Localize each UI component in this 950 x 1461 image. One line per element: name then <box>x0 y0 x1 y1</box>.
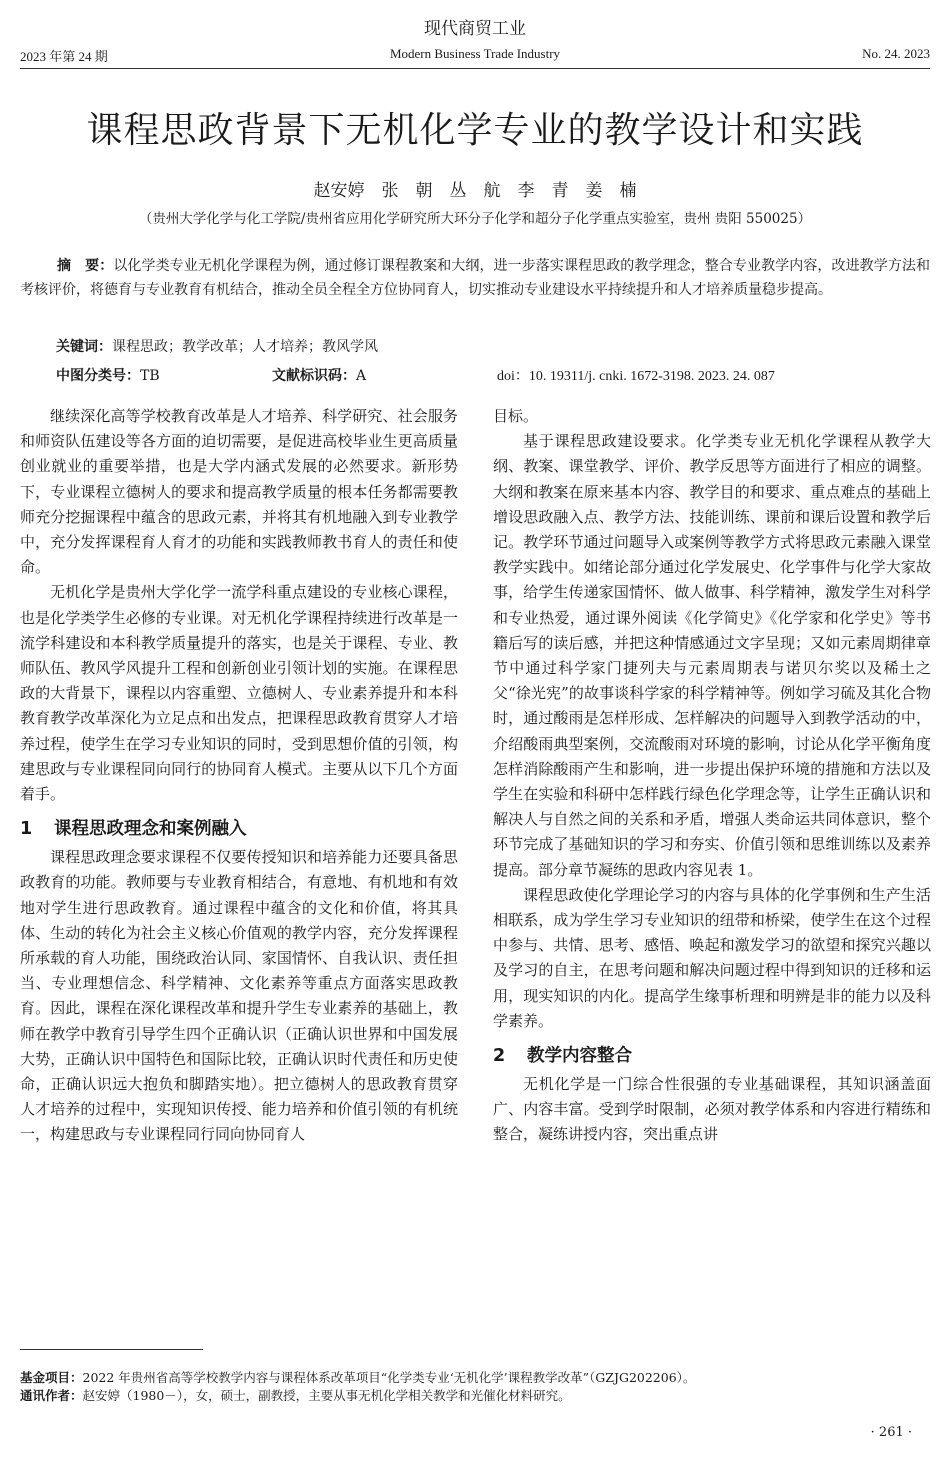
header-rule <box>20 68 930 69</box>
article-authors: 赵安婷 张 朝 丛 航 李 青 姜 楠 <box>313 181 637 201</box>
footnote-fund <box>20 1368 930 1386</box>
keywords-label: 关键词： <box>56 339 112 355</box>
fund-label: 基金项目： <box>20 1370 83 1385</box>
section-heading-1 <box>20 813 458 845</box>
abstract-text: 以化学类专业无机化学课程为例，通过修订课程教案和大纲，进一步落实课程思政的教学理念，整合专业教学内容，改进教学方法和考核评价，将德育与专业教育有机结合，推动全员全程全方位协同育人，切实推动专业建设水平持续提升和人才培养质量稳步提高。 <box>20 258 930 298</box>
author-label: 通讯作者： <box>20 1388 83 1403</box>
issue-en: No. 24. 2023 <box>862 46 930 61</box>
journal-title-cn: 现代商贸工业 <box>424 19 526 39</box>
section-number: 2 <box>493 1046 506 1067</box>
section-heading-2 <box>493 1040 931 1072</box>
journal-title-en: Modern Business Trade Industry <box>389 46 561 61</box>
article-affiliation: （贵州大学化学与化工学院/贵州省应用化学研究所大环分子化学和超分子化学重点实验室，贵州 贵阳 550025） <box>138 211 812 227</box>
page-number: · 261 · <box>870 1425 912 1440</box>
left-column <box>20 404 458 1148</box>
article-title: 课程思政背景下无机化学专业的教学设计和实践 <box>86 110 864 151</box>
keywords-text: 课程思政；教学改革；人才培养；教风学风 <box>112 339 378 355</box>
clc-number <box>56 365 160 385</box>
section-title: 教学内容整合 <box>527 1046 632 1067</box>
footnote-rule <box>20 1349 203 1350</box>
section-title: 课程思政理念和案例融入 <box>54 819 247 840</box>
abstract-label: 摘 要： <box>57 258 114 274</box>
abstract <box>20 254 930 302</box>
body-paragraph: 无机化学是一门综合性很强的专业基础课程，其知识涵盖面广、内容丰富。受到学时限制，必须对教学体系和内容进行精练和整合，凝练讲授内容，突出重点讲 <box>493 1075 931 1144</box>
author-text: 赵安婷（1980－），女，硕士，副教授，主要从事无机化学相关教学和光催化材料研究。 <box>82 1388 571 1403</box>
footnote-author <box>20 1386 930 1404</box>
body-paragraph: 继续深化高等学校教育改革是人才培养、科学研究、社会服务和师资队伍建设等各方面的迫切需要，是促进高校毕业生更高质量创业就业的重要举措，也是大学内涵式发展的必然要求。新形势下，专业课程立德树人的要求和提高教学质量的根本任务都需要教师充分挖掘课程中蕴含的思政元素，并将其有机地融入到专业教学中，充分发挥课程育人育才的功能和实践教师教书育人的责任和使命。 <box>20 407 458 577</box>
body-paragraph: 目标。 <box>493 407 539 425</box>
fund-text: 2022 年贵州省高等学校教学内容与课程体系改革项目“化学类专业‘无机化学’课程教学改革”（GZJG202206）。 <box>82 1370 696 1385</box>
body-paragraph: 课程思政使化学理论学习的内容与具体的化学事例和生产生活相联系，成为学生学习专业知识的纽带和桥梁，使学生在这个过程中参与、共情、思考、感悟、唤起和激发学习的欲望和探究兴趣以及学习的自主，在思考问题和解决问题过程中得到知识的迁移和运用，现实知识的内化。提高学生缘事析理和明辨是非的能力以及科学素养。 <box>493 885 931 1030</box>
body-paragraph: 无机化学是贵州大学化学一流学科重点建设的专业核心课程，也是化学类学生必修的专业课。对无机化学课程持续进行改革是一流学科建设和本科教学质量提升的落实，也是关于课程、专业、教师队伍、教风学风提升工程和创新创业引领计划的实施。在课程思政的大背景下，课程以内容重塑、立德树人、专业素养提升和本科教育教学改革深化为立足点和出发点，把课程思政教育贯穿人才培养过程，使学生在学习专业知识的同时，受到思想价值的引领，构建思政与专业课程同向同行的协同育人模式。主要从以下几个方面着手。 <box>20 583 458 804</box>
issue-cn: 2023 年第 24 期 <box>20 49 108 64</box>
body-paragraph: 基于课程思政建设要求。化学类专业无机化学课程从教学大纲、教案、课堂教学、评价、教学反思等方面进行了相应的调整。大纲和教案在原来基本内容、教学目的和要求、重点难点的基础上增设思政融入点、教学方法、技能训练、课前和课后设置和教学后记。教学环节通过问题导入或案例等教学方式将思政元素融入课堂教学实践中。如绪论部分通过化学发展史、化学事件与化学大家故事，给学生传递家国情怀、做人做事、科学精神，激发学生对科学和专业热爱，通过课外阅读《化学简史》《化学家和化学史》等书籍后写的读后感，并把这种情感通过文字呈现；又如元素周期律章节中通过科学家门捷列夫与元素周期表与诺贝尔奖以及稀土之父“徐光宪”的故事谈科学家的科学精神等。例如学习硫及其化合物时，通过酸雨是怎样形成、怎样解决的问题导入到教学活动的中，介绍酸雨典型案例，交流酸雨对环境的影响，讨论从化学平衡角度怎样消除酸雨产生和影响，进一步提出保护环境的措施和方法以及学生在实验和科研中怎样践行绿色化学理念等，让学生正确认识和解决人与自然之间的关系和矛盾，增强人类命运共同体意识，整个环节完成了基础知识的学习和夯实、价值引领和思维训练以及素养提高。部分章节凝练的思政内容见表 1。 <box>493 432 931 879</box>
clc-value: TB <box>140 368 160 384</box>
doc-label: 文献标识码： <box>272 368 356 384</box>
keywords <box>56 336 378 356</box>
right-column <box>493 404 931 1148</box>
section-number: 1 <box>20 819 33 840</box>
body-paragraph: 课程思政理念要求课程不仅要传授知识和培养能力还要具备思政教育的功能。教师要与专业教育相结合，有意地、有机地和有效地对学生进行思政教育。通过课程中蕴含的文化和价值，将其具体、生动的转化为社会主义核心价值观的教学内容，充分发挥课程所承载的育人功能，围绕政治认同、家国情怀、自我认识、责任担当、专业理想信念、科学精神、文化素养等重点方面落实思政教育。因此，课程在深化课程改革和提升学生专业素养的基础上，教师在教学中教育引导学生四个正确认识（正确认识世界和中国发展大势，正确认识中国特色和国际比较，正确认识时代责任和历史使命，正确认识远大抱负和脚踏实地）。把立德树人的思政教育贯穿人才培养的过程中，实现知识传授、能力培养和价值引领的有机统一，构建思政与专业课程同行同向协同育人 <box>20 848 458 1144</box>
clc-label: 中图分类号： <box>56 368 140 384</box>
doc-value: A <box>356 368 367 384</box>
doi: doi：10. 19311/j. cnki. 1672-3198. 2023. 24. 087 <box>497 369 775 384</box>
document-code <box>272 365 366 385</box>
